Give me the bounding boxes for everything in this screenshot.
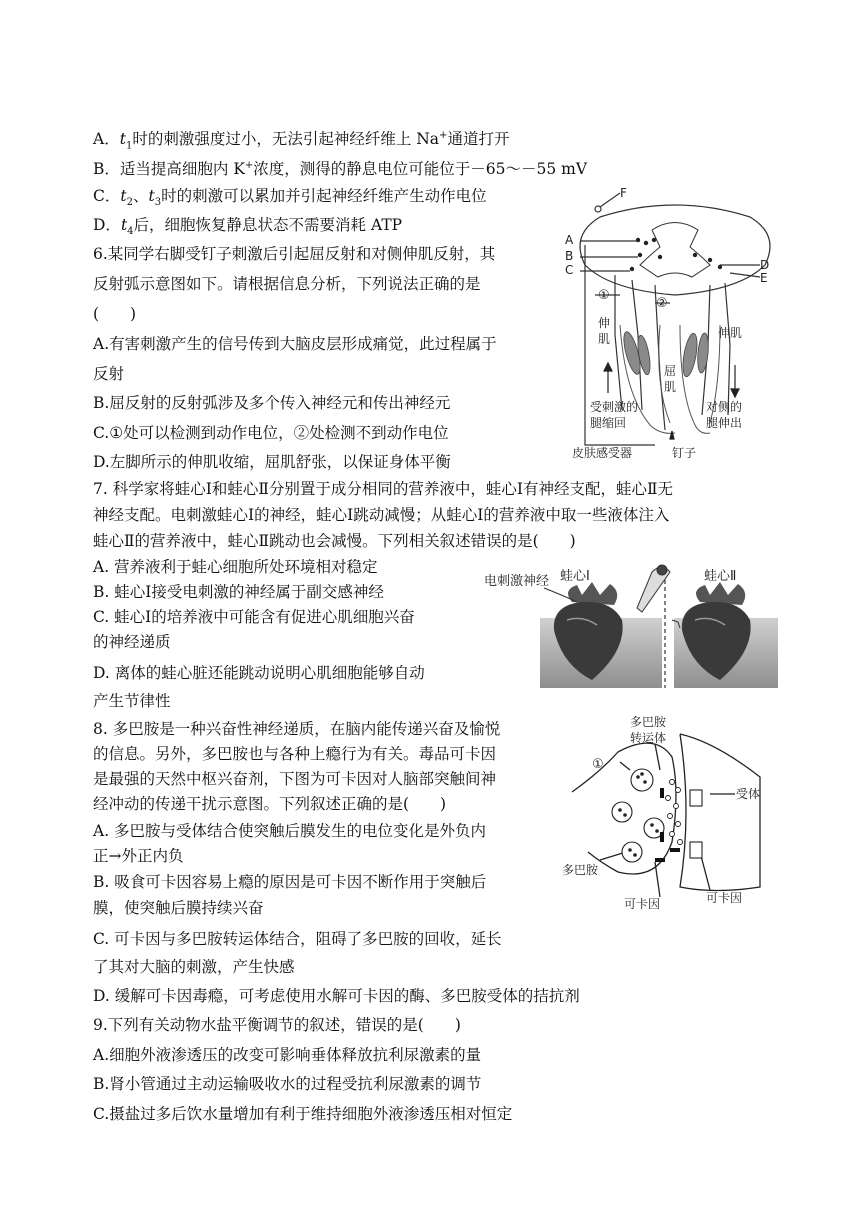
q8-stem-line1: 8. 多巴胺是一种兴奋性神经递质，在脑内能传递兴奋及愉悦 xyxy=(93,720,501,738)
q6-stem-line2: 反射弧示意图如下。请根据信息分析，下列说法正确的是 xyxy=(93,275,481,293)
label-stimulated-leg-1: 受刺激的 xyxy=(590,400,639,414)
label-f: F xyxy=(620,186,627,200)
label-opposite-leg-2: 腿伸出 xyxy=(706,416,743,430)
label-cocaine-right: 可卡因 xyxy=(706,891,743,905)
q7-option-d-line2: 产生节律性 xyxy=(93,692,171,710)
q8-option-c-line2: 了其对大脑的刺激，产生快感 xyxy=(93,958,295,976)
q8-stem-line3: 是最强的天然中枢兴奋剂，下图为可卡因对人脑部突触间神 xyxy=(93,770,497,788)
q7-stem-line3: 蛙心Ⅱ的营养液中，蛙心Ⅱ跳动也会减慢。下列相关叙述错误的是( ) xyxy=(93,532,576,550)
label-e: E xyxy=(760,271,768,285)
label-opposite-leg-1: 对侧的 xyxy=(706,400,743,414)
q6-stem-line1: 6.某同学右脚受钉子刺激后引起屈反射和对侧伸肌反射，其 xyxy=(93,245,496,263)
label-nail: 钉子 xyxy=(672,446,697,460)
q8-option-a-line1: A. 多巴胺与受体结合使突触后膜发生的电位变化是外负内 xyxy=(93,822,487,840)
label-electric-stimulation: 电刺激神经 xyxy=(484,574,550,589)
q8-stem-line2: 的信息。另外，多巴胺也与各种上瘾行为有关。毒品可卡因 xyxy=(93,745,497,763)
label-extensor-right: 伸肌 xyxy=(718,326,743,340)
q7-stem-line2: 神经支配。电刺激蛙心Ⅰ的神经，蛙心Ⅰ跳动减慢；从蛙心Ⅰ的营养液中取一些液体注入 xyxy=(93,506,670,524)
label-flexor-1: 屈 xyxy=(664,364,677,378)
label-a: A xyxy=(565,233,574,247)
q7-option-d-line1: D. 离体的蛙心脏还能跳动说明心肌细胞能够自动 xyxy=(93,664,425,682)
label-circle-2: ② xyxy=(656,296,668,311)
q6-option-b: B.屈反射的反射弧涉及多个传入神经元和传出神经元 xyxy=(93,394,451,412)
label-skin-receptor: 皮肤感受器 xyxy=(572,446,633,460)
q8-option-d: D. 缓解可卡因毒瘾，可考虑使用水解可卡因的酶、多巴胺受体的拮抗剂 xyxy=(93,987,580,1005)
label-dopamine: 多巴胺 xyxy=(562,863,599,877)
q9-stem: 9.下列有关动物水盐平衡调节的叙述，错误的是( ) xyxy=(93,1016,461,1034)
q8-option-b-line1: B. 吸食可卡因容易上瘾的原因是可卡因不断作用于突触后 xyxy=(93,873,487,891)
q6-stem-line3: ( ) xyxy=(93,305,137,323)
label-extensor-left-1: 伸 xyxy=(598,316,611,330)
q9-option-a: A.细胞外液渗透压的改变可影响垂体释放抗利尿激素的量 xyxy=(93,1046,482,1064)
q7-option-a: A. 营养液利于蛙心细胞所处环境相对稳定 xyxy=(93,558,378,576)
q7-stem-line1: 7. 科学家将蛙心Ⅰ和蛙心Ⅱ分别置于成分相同的营养液中，蛙心Ⅰ有神经支配，蛙心Ⅱ无 xyxy=(93,480,674,498)
q7-option-b: B. 蛙心Ⅰ接受电刺激的神经属于副交感神经 xyxy=(93,583,384,601)
q7-option-c-line2: 的神经递质 xyxy=(93,633,171,651)
q9-option-b: B.肾小管通过主动运输吸收水的过程受抗利尿激素的调节 xyxy=(93,1075,482,1093)
label-stimulated-leg-2: 腿缩回 xyxy=(590,416,627,430)
label-dopamine-transporter-2: 转运体 xyxy=(630,731,667,745)
q8-option-b-line2: 膜，使突触后膜持续兴奋 xyxy=(93,899,264,917)
label-receptor: 受体 xyxy=(736,787,761,801)
q7-option-c-line1: C. 蛙心Ⅰ的培养液中可能含有促进心肌细胞兴奋 xyxy=(93,608,415,626)
label-heart-one: 蛙心Ⅰ xyxy=(560,569,590,584)
q5-option-a: A．$t_1$时的刺激强度过小，无法引起神经纤维上 Na+通道打开 xyxy=(93,130,510,152)
label-heart-two: 蛙心Ⅱ xyxy=(704,569,737,584)
q6-option-a-line1: A.有害刺激产生的信号传到大脑皮层形成痛觉，此过程属于 xyxy=(93,335,497,353)
q6-option-c: C.①处可以检测到动作电位，②处检测不到动作电位 xyxy=(93,424,449,442)
frog-heart-figure xyxy=(482,560,778,690)
label-cocaine-left: 可卡因 xyxy=(624,897,661,911)
q5-option-d: D．$t_4$后，细胞恢复静息状态不需要消耗 ATP xyxy=(93,216,403,238)
q5-option-c: C．$t_2$、$t_3$时的刺激可以累加并引起神经纤维产生动作电位 xyxy=(93,187,487,209)
q9-option-c: C.摄盐过多后饮水量增加有利于维持细胞外液渗透压相对恒定 xyxy=(93,1105,513,1123)
label-b: B xyxy=(565,249,574,263)
label-extensor-left-2: 肌 xyxy=(598,332,611,346)
q8-option-c-line1: C. 可卡因与多巴胺转运体结合，阻碍了多巴胺的回收，延长 xyxy=(93,930,502,948)
label-d: D xyxy=(760,258,770,272)
reflex-arc-figure xyxy=(560,185,790,467)
label-circle-1: ① xyxy=(598,288,610,303)
q6-option-a-line2: 反射 xyxy=(93,365,125,383)
q5-option-b: B．适当提高细胞内 K+浓度，测得的静息电位可能位于－65～－55 mV xyxy=(93,160,588,179)
label-dopamine-transporter-1: 多巴胺 xyxy=(630,715,667,729)
q6-option-d: D.左脚所示的伸肌收缩，屈肌舒张，以保证身体平衡 xyxy=(93,453,451,471)
q8-stem-line4: 经冲动的传递干扰示意图。下列叙述正确的是( ) xyxy=(93,795,447,813)
label-c: C xyxy=(565,263,574,277)
label-flexor-2: 肌 xyxy=(664,380,677,394)
synapse-figure xyxy=(560,712,776,912)
label-circle-1: ① xyxy=(592,757,604,772)
q8-option-a-line2: 正→外正内负 xyxy=(93,847,184,865)
